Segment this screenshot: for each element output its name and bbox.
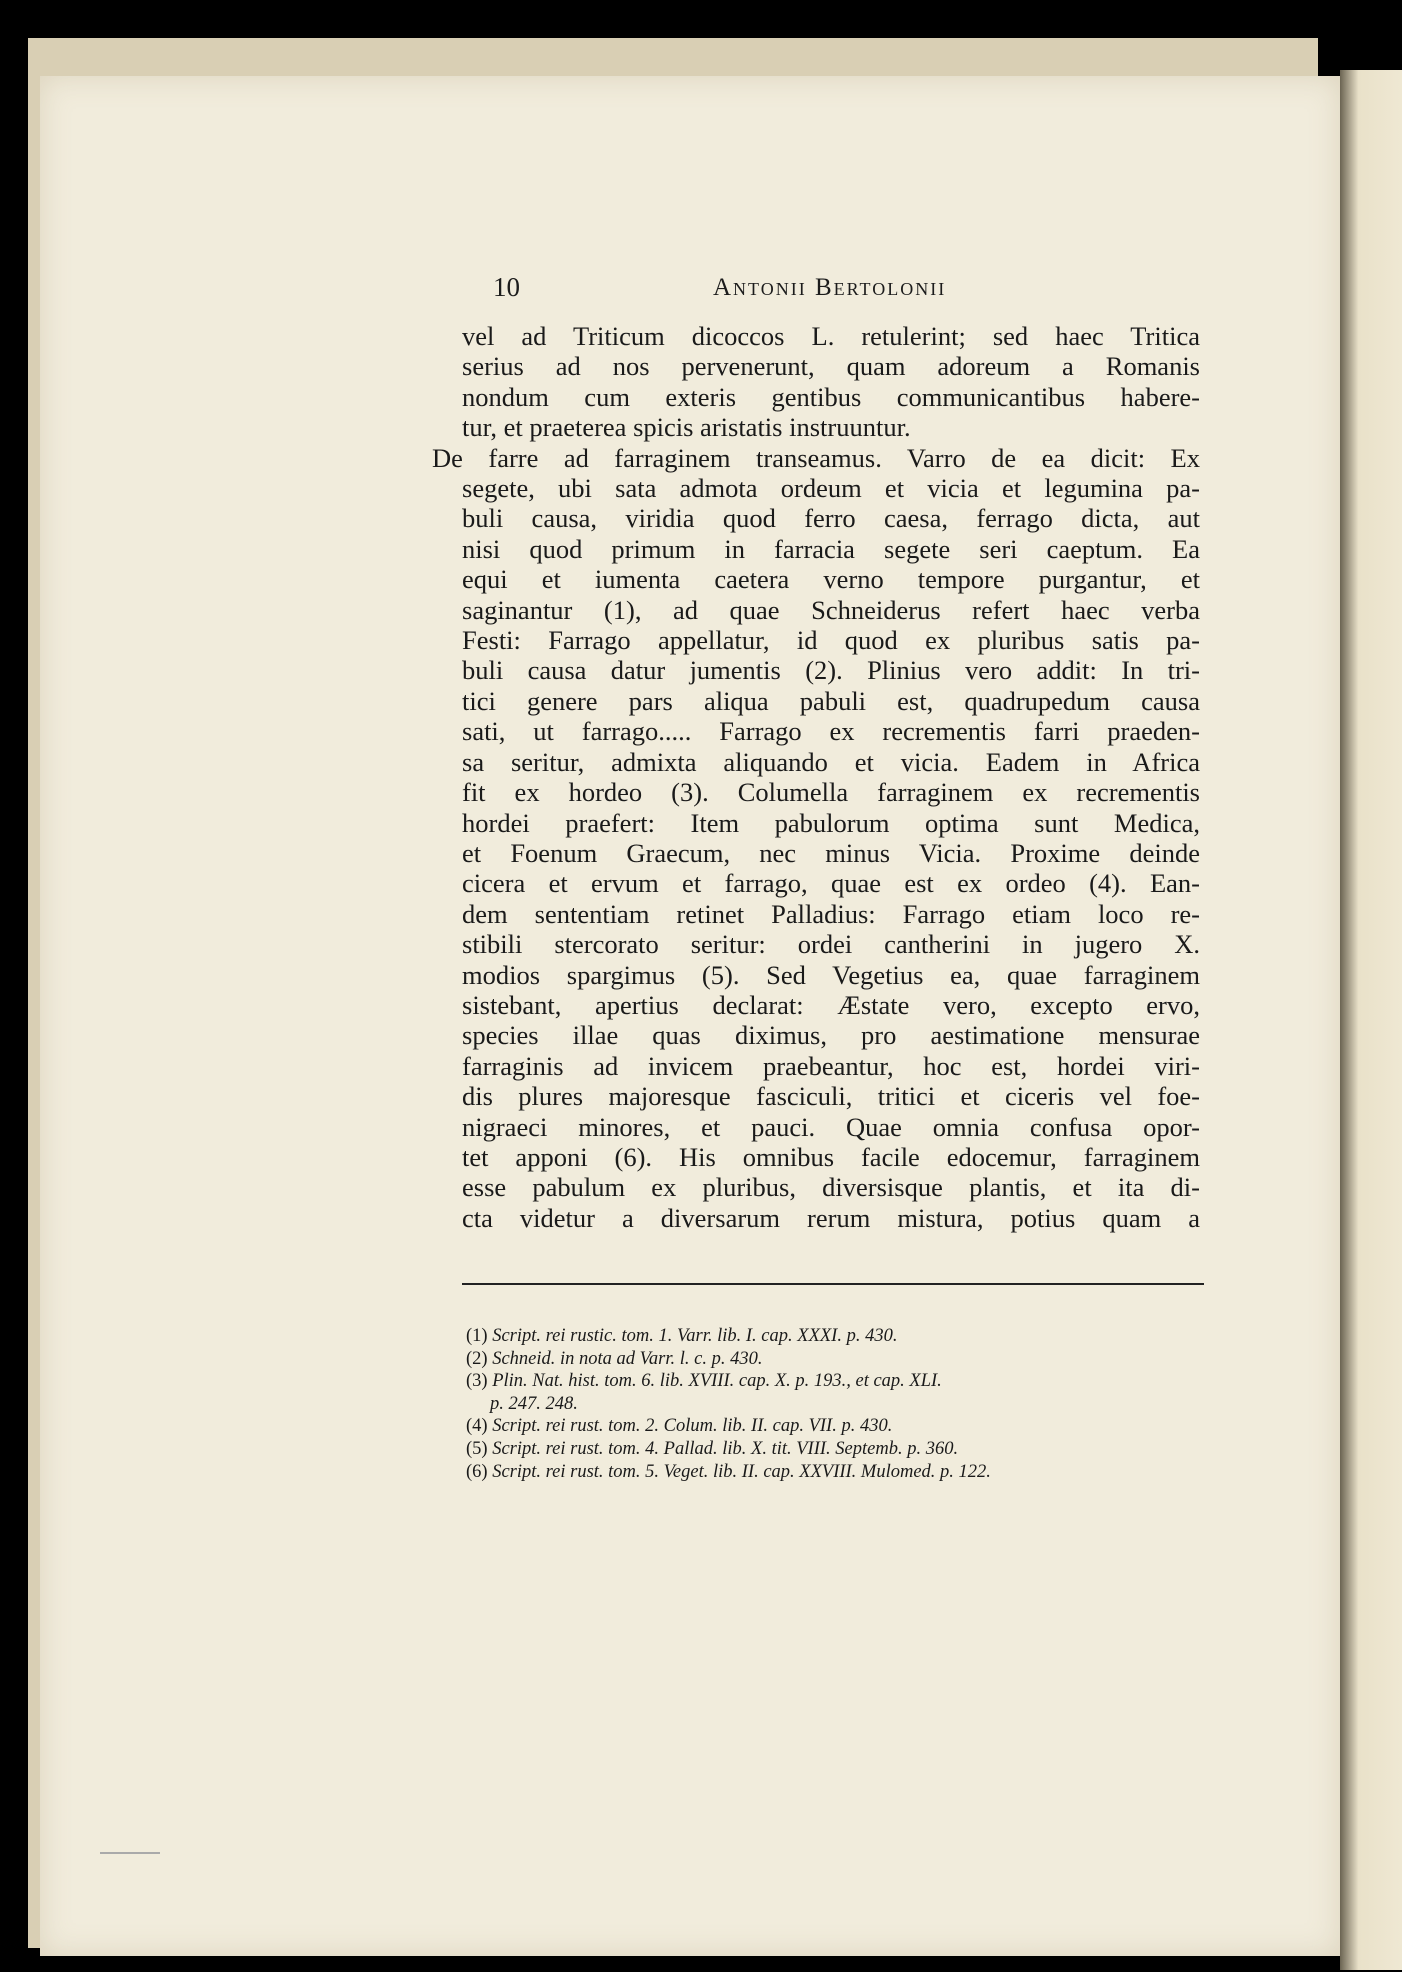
running-head: Antonii Bertolonii bbox=[713, 274, 947, 301]
text-line: dis plures majoresque fasciculi, tritici et ciceris vel foe- bbox=[462, 1081, 1200, 1112]
text-line: buli causa, viridia quod ferro caesa, ferrago dicta, aut bbox=[462, 503, 1200, 534]
text-line: species illae quas diximus, pro aestimatione mensurae bbox=[462, 1020, 1200, 1051]
text-line: hordei praefert: Item pabulorum optima sunt Medica, bbox=[462, 807, 1200, 838]
footnote-1: (1) Script. rei rustic. tom. 1. Varr. lib. I. cap. XXXI. p. 430. bbox=[466, 1326, 898, 1346]
text-line: saginantur (1), ad quae Schneiderus refert haec verba bbox=[462, 594, 1200, 625]
footnote-rule bbox=[462, 1283, 1204, 1285]
text-line: tici genere pars aliqua pabuli est, quadrupedum causa bbox=[462, 685, 1200, 716]
text-line: equi et iumenta caetera verno tempore purgantur, et bbox=[462, 564, 1200, 595]
footnote-4: (4) Script. rei rust. tom. 2. Colum. lib. II. cap. VII. p. 430. bbox=[466, 1416, 893, 1437]
text-line: et Foenum Graecum, nec minus Vicia. Proxime deinde bbox=[462, 837, 1200, 868]
text-line: fit ex hordeo (3). Columella farraginem ex recrementis bbox=[462, 777, 1200, 808]
text-line: modios spargimus (5). Sed Vegetius ea, quae farraginem bbox=[462, 959, 1200, 990]
footnote-3-continuation: p. 247. 248. bbox=[490, 1393, 578, 1414]
footnote-3: (3) Plin. Nat. hist. tom. 6. lib. XVIII. cap. X. p. 193., et cap. XLI. bbox=[466, 1371, 942, 1392]
adjacent-page-edge bbox=[1340, 70, 1402, 1970]
footnote-2: (2) Schneid. in nota ad Varr. l. c. p. 430. bbox=[466, 1348, 763, 1369]
text-line: cicera et ervum et farrago, quae est ex ordeo (4). Ean- bbox=[462, 868, 1200, 899]
body-text bbox=[432, 321, 1200, 1233]
text-line: buli causa datur jumentis (2). Plinius vero addit: In tri- bbox=[462, 655, 1200, 686]
text-line: tur, et praeterea spicis aristatis instruuntur. bbox=[462, 412, 911, 443]
text-line: tet apponi (6). His omnibus facile edocemur, farraginem bbox=[462, 1141, 1200, 1172]
page-number: 10 bbox=[493, 272, 520, 302]
text-line: segete, ubi sata admota ordeum et vicia et legumina pa- bbox=[462, 473, 1200, 504]
page-header bbox=[493, 272, 1203, 306]
text-line: vel ad Triticum dicoccos L. retulerint; sed haec Tritica bbox=[462, 321, 1200, 351]
text-line: dem sententiam retinet Palladius: Farrago etiam loco re- bbox=[462, 898, 1200, 929]
footnotes bbox=[466, 1325, 1204, 1483]
page-smudge bbox=[100, 1852, 160, 1854]
footnote-6: (6) Script. rei rust. tom. 5. Veget. lib. II. cap. XXVIII. Mulomed. p. 122. bbox=[466, 1461, 991, 1482]
text-line: nigraeci minores, et pauci. Quae omnia confusa opor- bbox=[462, 1111, 1200, 1142]
text-line: De farre ad farraginem transeamus. Varro de ea dicit: Ex bbox=[432, 442, 1200, 473]
text-line: esse pabulum ex pluribus, diversisque plantis, et ita di- bbox=[462, 1172, 1200, 1203]
text-line: stibili stercorato seritur: ordei cantherini in jugero X. bbox=[462, 929, 1200, 960]
text-line: serius ad nos pervenerunt, quam adoreum a Romanis bbox=[462, 351, 1200, 382]
text-line: nisi quod primum in farracia segete seri caeptum. Ea bbox=[462, 533, 1200, 564]
text-line: farraginis ad invicem praebeantur, hoc est, hordei viri- bbox=[462, 1050, 1200, 1081]
text-line: nondum cum exteris gentibus communicantibus habere- bbox=[462, 381, 1200, 412]
footnote-5: (5) Script. rei rust. tom. 4. Pallad. lib. X. tit. VIII. Septemb. p. 360. bbox=[466, 1438, 959, 1459]
text-line: Festi: Farrago appellatur, id quod ex pluribus satis pa- bbox=[462, 625, 1200, 656]
text-line: sa seritur, admixta aliquando et vicia. Eadem in Africa bbox=[462, 746, 1200, 777]
text-line: cta videtur a diversarum rerum mistura, potius quam a bbox=[462, 1202, 1200, 1233]
text-line: sati, ut farrago..... Farrago ex recrementis farri praeden- bbox=[462, 716, 1200, 747]
text-line: sistebant, apertius declarat: Æstate vero, excepto ervo, bbox=[462, 989, 1200, 1020]
